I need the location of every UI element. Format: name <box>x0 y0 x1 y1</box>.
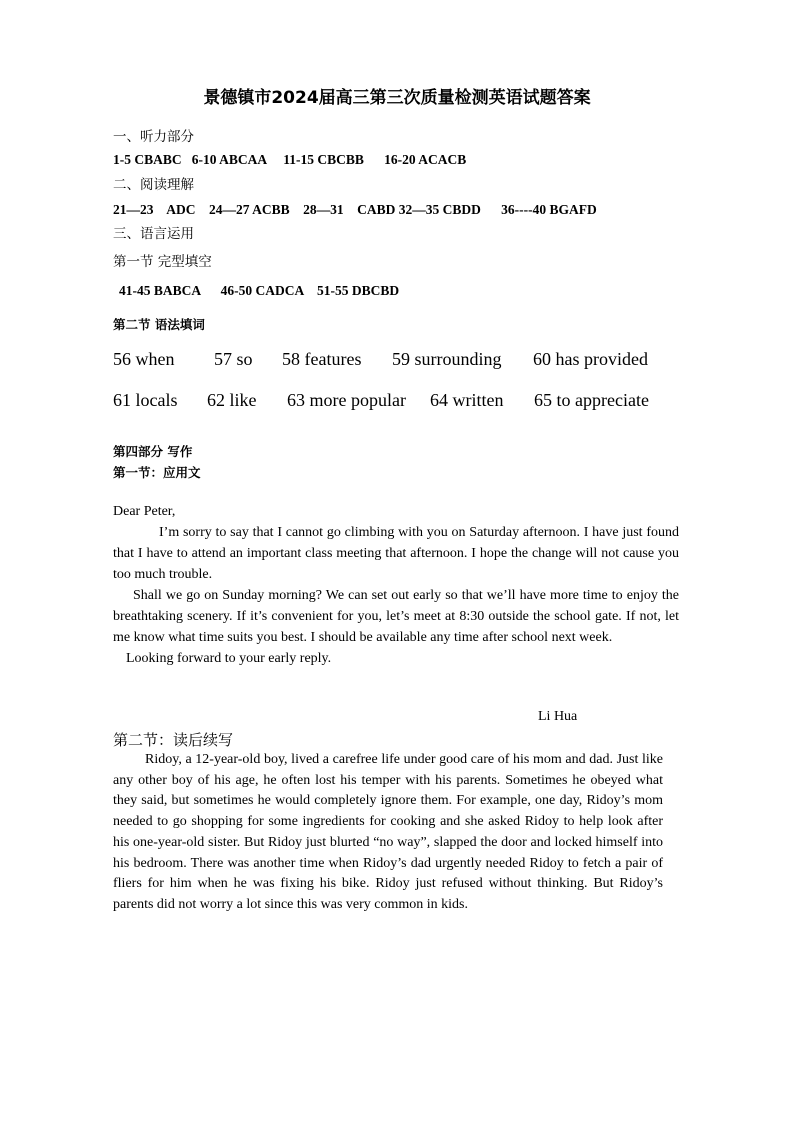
cloze-answers: 41-45 BABCA 46-50 CADCA 51-55 DBCBD <box>119 283 400 298</box>
grammar-answer: 59 surrounding <box>392 349 502 369</box>
language-use-heading: 三、语言运用 <box>113 226 194 242</box>
grammar-answer: 63 more popular <box>287 390 406 410</box>
page-title: 景德镇市2024届高三第三次质量检测英语试题答案 <box>203 88 591 108</box>
letter-paragraph: Shall we go on Sunday morning? We can set out early so that we’ll have more time to enjoy the breathtaking scenery. If it’s convenient for you, let’s meet at 8:30 outside the school gate. If not, let me know what time suits you best. I should be available any time after school next week. <box>113 588 679 645</box>
letter <box>113 501 679 669</box>
listening-heading: 一、听力部分 <box>113 129 194 145</box>
story-passage <box>113 750 663 916</box>
writing-heading: 第四部分 写作 <box>113 444 193 459</box>
grammar-answer: 64 written <box>430 390 504 410</box>
grammar-answer: 62 like <box>207 390 257 410</box>
letter-paragraph: I’m sorry to say that I cannot go climbing with you on Saturday afternoon. I have just found that I have to attend an important class meeting that afternoon. I hope the change will not cause you too much trouble. <box>113 525 679 582</box>
reading-answers: 21—23 ADC 24—27 ACBB 28—31 CABD 32—35 CBDD 36----40 BGAFD <box>113 202 597 217</box>
letter-salutation: Dear Peter, <box>113 504 176 519</box>
grammar-answer: 60 has provided <box>533 349 648 369</box>
cloze-heading: 第一节 完型填空 <box>113 254 212 270</box>
letter-signature: Li Hua <box>538 709 578 724</box>
grammar-answer: 57 so <box>214 349 253 369</box>
story-paragraph: Ridoy, a 12-year-old boy, lived a carefree life under good care of his mom and dad. Just like any other boy of his age, he often lost his temper with his parents. Sometimes he obeyed what they said, but sometimes he would completely ignore them. For example, one day, Ridoy’s mom needed to go shopping for some ingredients for cooking and she asked Ridoy to help look after his one-year-old sister. But Ridoy just blurted “no way”, slapped the door and locked himself into his bedroom. There was another time when Ridoy’s dad urgently needed Ridoy to fetch a pair of fliers for him when he was fixing his bike. Ridoy just refused without thinking. But Ridoy’s parents did not worry a lot since this was very common in kids. <box>113 752 663 912</box>
practical-writing-heading: 第一节：应用文 <box>113 465 201 480</box>
continuation-writing-heading: 第二节：读后续写 <box>113 731 234 749</box>
reading-heading: 二、阅读理解 <box>113 177 194 193</box>
grammar-answer: 65 to appreciate <box>534 390 649 410</box>
grammar-answer: 58 features <box>282 349 362 369</box>
grammar-answer: 56 when <box>113 349 175 369</box>
listening-answers: 1-5 CBABC 6-10 ABCAA 11-15 CBCBB 16-20 ACACB <box>113 152 467 167</box>
letter-closing: Looking forward to your early reply. <box>126 651 332 666</box>
grammar-heading: 第二节 语法填词 <box>113 317 205 332</box>
grammar-answer: 61 locals <box>113 390 178 410</box>
